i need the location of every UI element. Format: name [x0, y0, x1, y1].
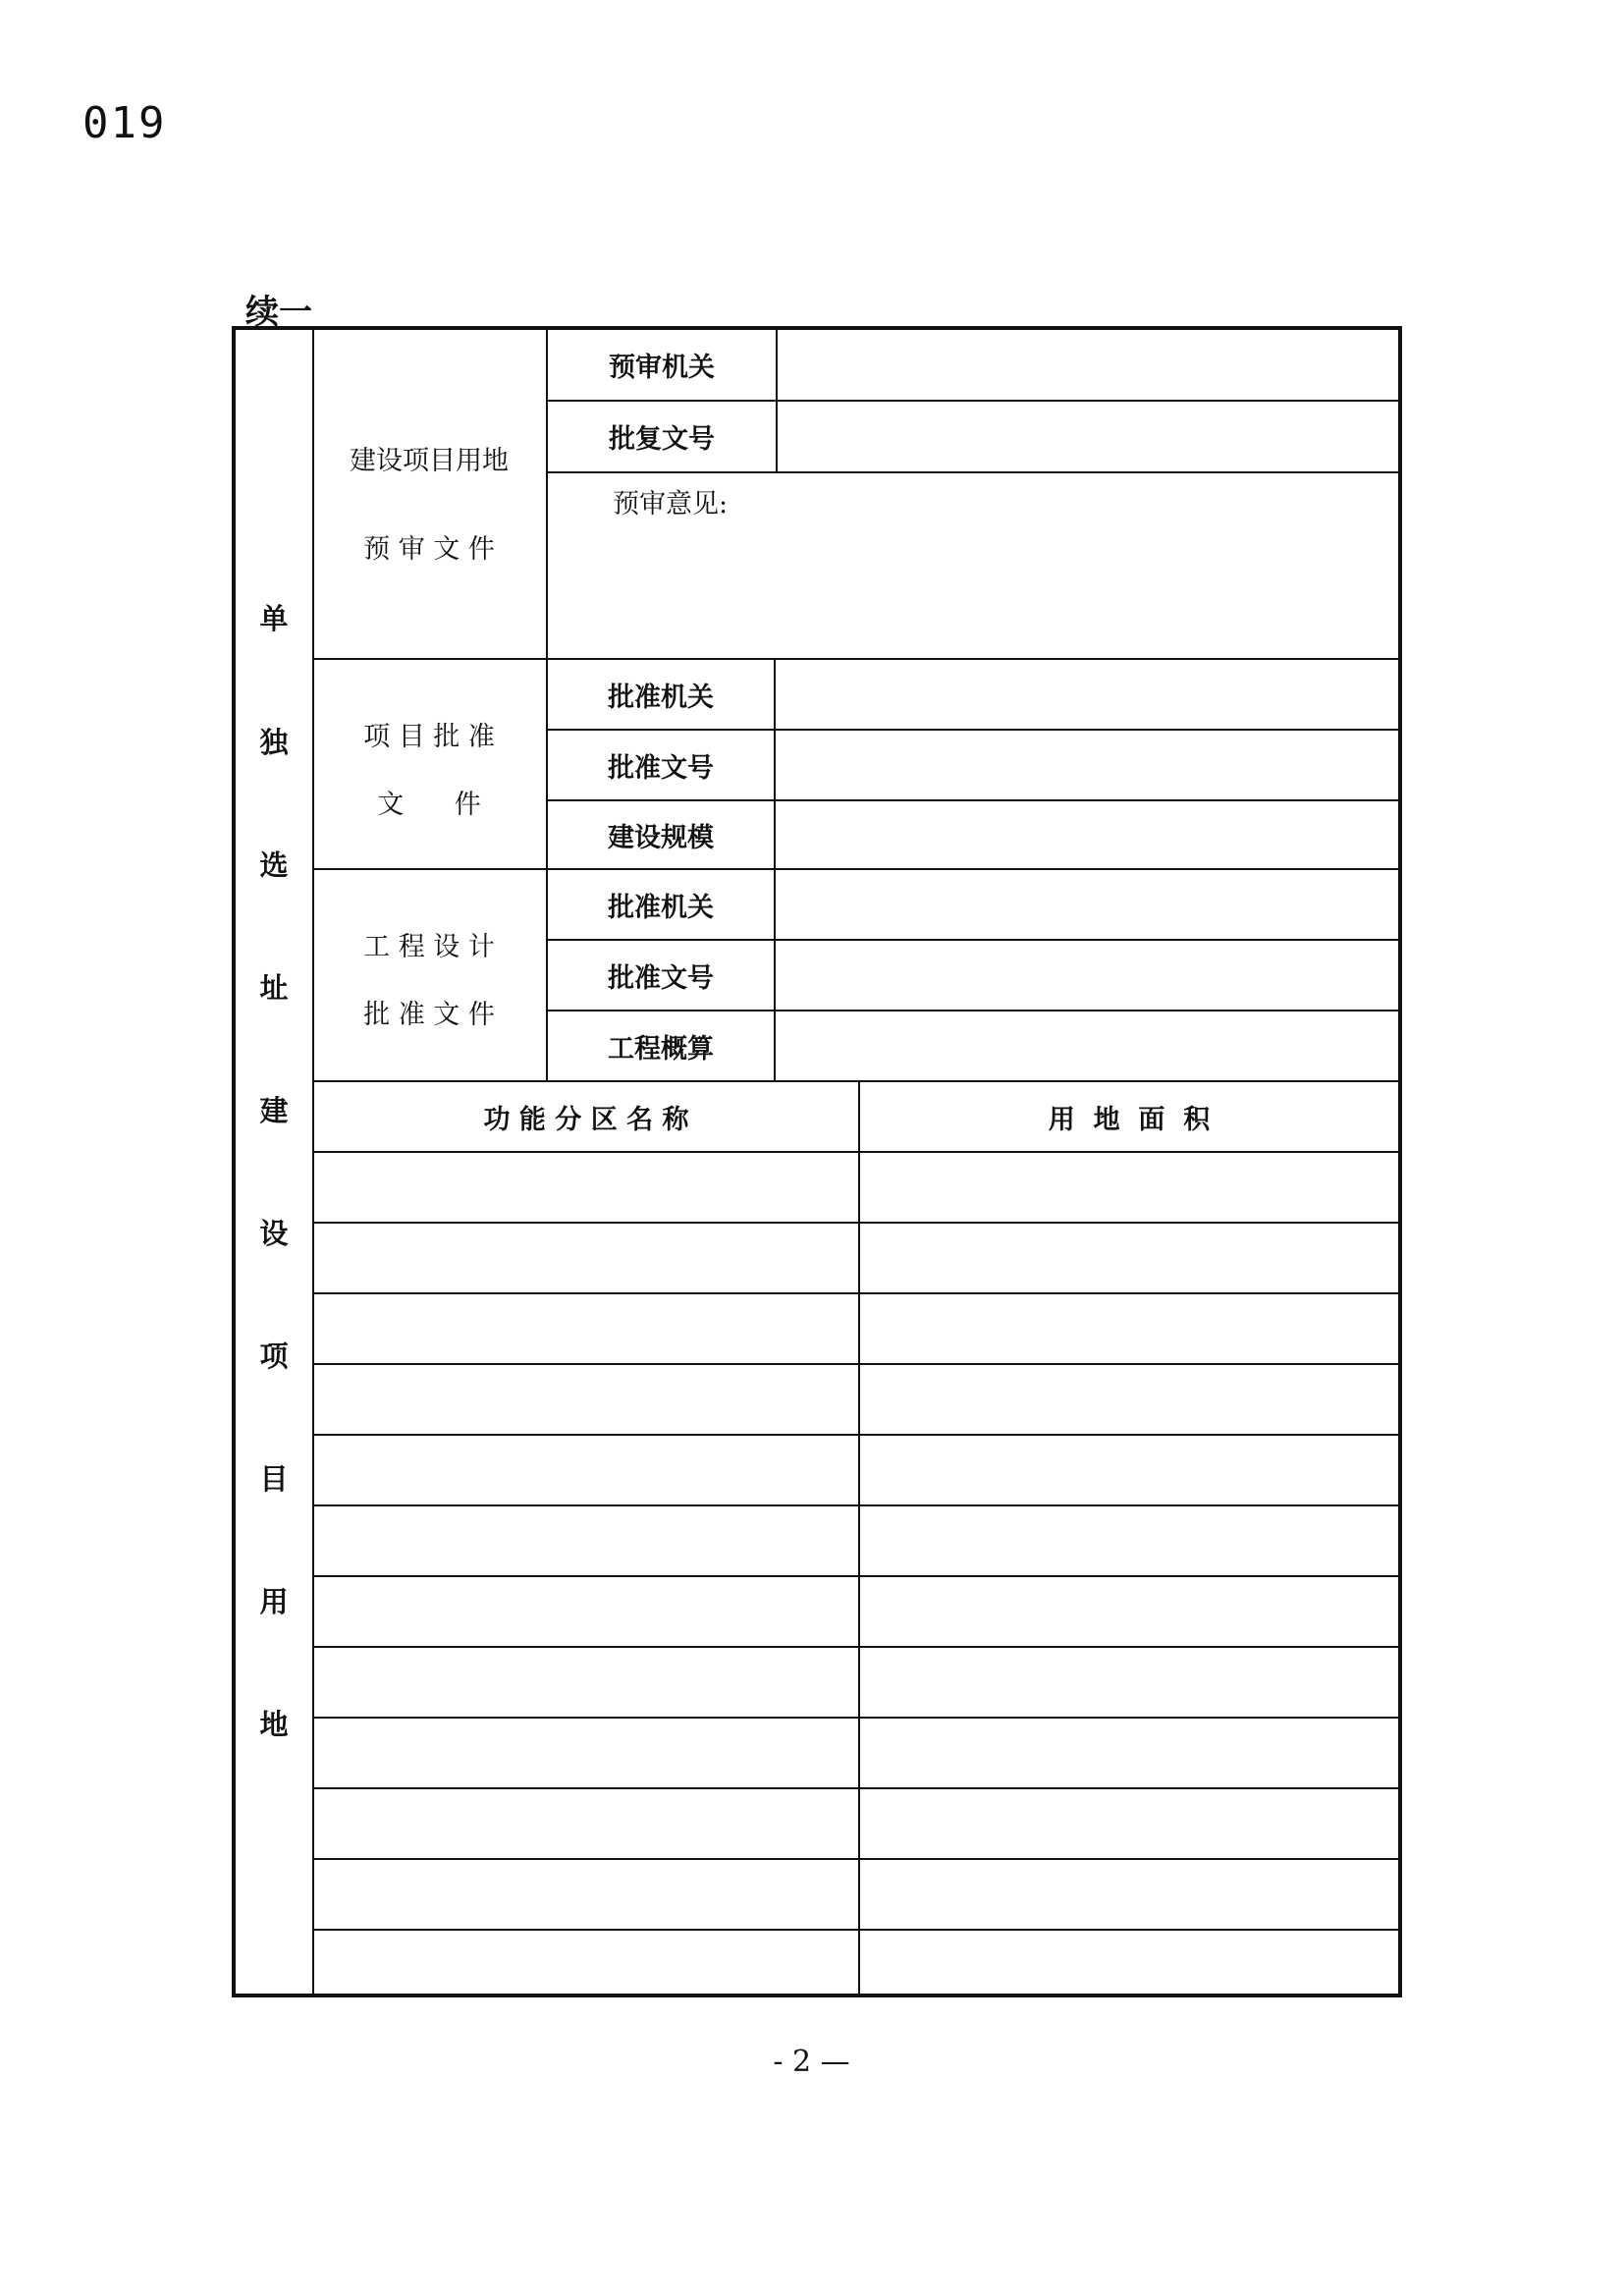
divider [314, 1717, 1398, 1719]
vertical-title-char: 地 [259, 1708, 289, 1741]
approval-number-label: 批准文号 [608, 752, 714, 784]
divider [314, 1858, 1398, 1860]
budget-estimate-label: 工程概算 [608, 1033, 714, 1065]
divider [314, 1929, 1398, 1931]
divider [314, 1363, 1398, 1365]
vertical-title-char: 目 [259, 1462, 289, 1496]
vertical-title-char: 选 [259, 848, 289, 882]
page-mark: 019 [82, 98, 167, 148]
vertical-title-char: 设 [259, 1217, 289, 1250]
construction-scale-label: 建设规模 [608, 822, 714, 853]
approval-section-title: 文 件 [377, 789, 481, 820]
design-section-title: 工 程 设 计 [363, 931, 495, 962]
pretrial-section-title: 建设项目用地 [350, 445, 509, 476]
vertical-title [236, 330, 312, 1994]
vertical-title-char: 单 [259, 602, 289, 635]
design-authority-label: 批准机关 [608, 892, 714, 923]
pretrial-reply-number-label: 批复文号 [609, 424, 715, 455]
land-area-header: 用 地 面 积 [1048, 1104, 1211, 1135]
vertical-title-char: 独 [259, 726, 289, 759]
divider [314, 1222, 1398, 1224]
design-section-title: 批 准 文 件 [363, 999, 495, 1030]
continuation-label: 续一 [245, 293, 312, 332]
land-use-form-table [232, 326, 1402, 1997]
divider [314, 1504, 1398, 1506]
approval-section-title: 项 目 批 准 [363, 721, 495, 752]
vertical-title-char: 址 [259, 971, 289, 1005]
vertical-title-char: 建 [259, 1094, 289, 1127]
divider [774, 660, 776, 1080]
divider [312, 330, 314, 1994]
divider [314, 1292, 1398, 1294]
divider [314, 1787, 1398, 1789]
divider [314, 1151, 1398, 1153]
divider [314, 658, 1398, 660]
divider [314, 1575, 1398, 1577]
approval-authority-label: 批准机关 [608, 682, 714, 713]
pretrial-opinion-label: 预审意见: [613, 488, 729, 519]
pretrial-authority-label: 预审机关 [609, 353, 715, 383]
divider [314, 1646, 1398, 1648]
pretrial-section-title: 预 审 文 件 [363, 533, 495, 565]
vertical-title-char: 项 [259, 1339, 289, 1373]
vertical-title-char: 用 [259, 1585, 289, 1618]
zone-name-header: 功 能 分 区 名 称 [483, 1104, 689, 1135]
page-number: - 2 — [773, 2045, 850, 2079]
divider [314, 868, 1398, 870]
pretrial-opinion-area[interactable] [548, 473, 1398, 658]
divider [858, 1080, 860, 1994]
divider [314, 1434, 1398, 1436]
design-number-label: 批准文号 [608, 962, 714, 994]
